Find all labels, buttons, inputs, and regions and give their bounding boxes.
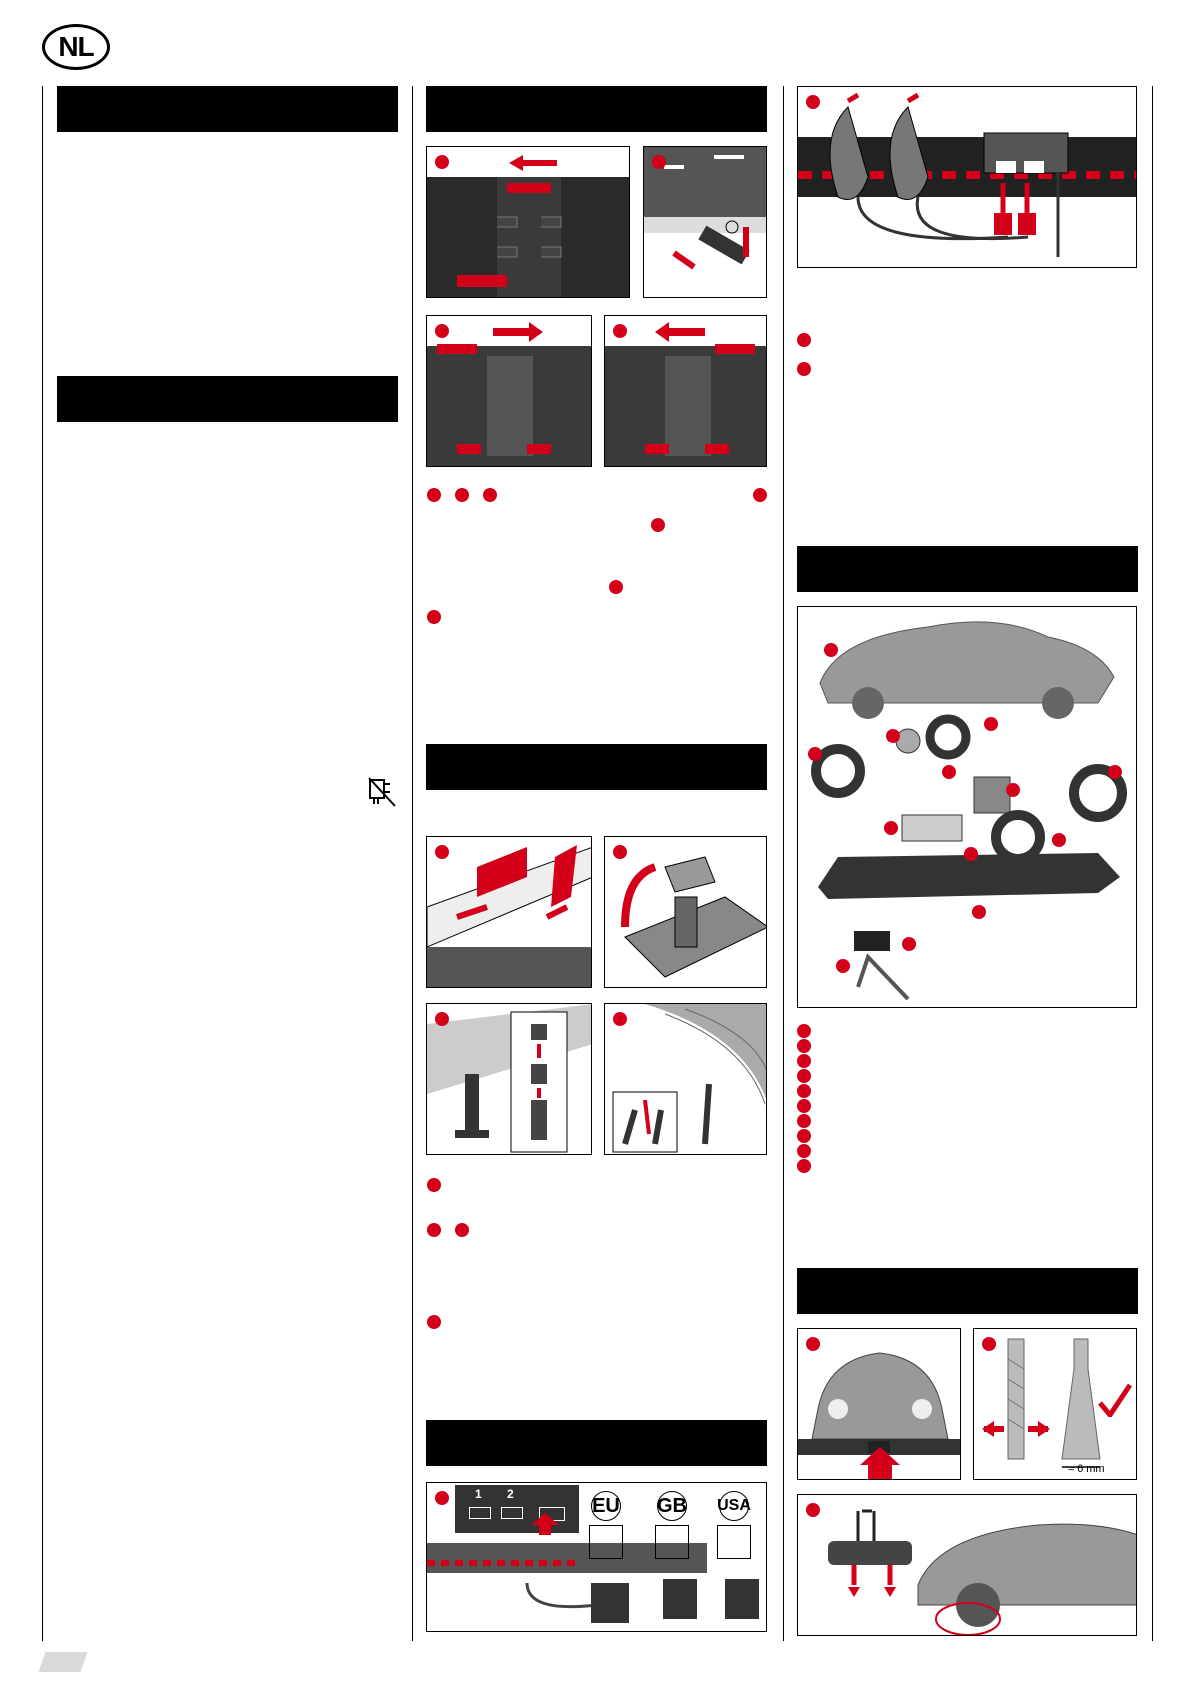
illustration-controller-connection	[797, 86, 1137, 268]
illustration-guide-keel-front	[797, 1328, 961, 1480]
part-marker	[942, 765, 956, 779]
step-marker	[483, 488, 497, 502]
step-marker	[609, 580, 623, 594]
step-marker	[427, 1315, 441, 1329]
gb-socket-icon	[655, 1525, 689, 1559]
part-marker	[886, 729, 900, 743]
section-heading-bar	[426, 86, 767, 132]
port-label: 1	[475, 1487, 482, 1501]
illustration-exploded-car	[797, 606, 1137, 1008]
part-list-marker	[797, 1099, 811, 1113]
illustration-braid-brushes	[973, 1328, 1137, 1480]
illustration-guardrail-screw	[643, 146, 767, 298]
section-heading-bar	[426, 1420, 767, 1466]
step-marker	[455, 488, 469, 502]
part-marker	[984, 717, 998, 731]
step-marker	[651, 518, 665, 532]
step-marker	[797, 333, 811, 347]
region-gb-label: GB	[657, 1491, 687, 1521]
section-heading-bar	[426, 744, 767, 790]
illustration-slide-clip-left	[604, 315, 767, 467]
part-list-marker	[797, 1039, 811, 1053]
language-badge: NL	[42, 24, 110, 70]
part-marker	[1108, 765, 1122, 779]
illustration-track-connector	[426, 146, 630, 298]
illustration-guardrail-mounting	[426, 836, 592, 988]
part-marker	[884, 821, 898, 835]
part-list-marker	[797, 1069, 811, 1083]
illustration-pillar-mount	[604, 836, 767, 988]
part-list-marker	[797, 1129, 811, 1143]
usa-socket-icon	[717, 1525, 751, 1559]
part-marker	[972, 905, 986, 919]
illustration-curve-pillars	[604, 1003, 767, 1155]
checkmark-icon	[1098, 1383, 1132, 1417]
section-heading-bar	[797, 1268, 1138, 1314]
section-heading-bar	[57, 86, 398, 132]
part-marker	[1006, 783, 1020, 797]
no-mains-symbol-icon	[367, 776, 397, 808]
part-marker	[902, 937, 916, 951]
column-rule-2	[783, 86, 784, 1641]
part-list-marker	[797, 1024, 811, 1038]
illustration-slide-clip-right	[426, 315, 592, 467]
column-rule-right	[1152, 86, 1153, 1641]
step-marker	[427, 610, 441, 624]
part-marker	[836, 959, 850, 973]
illustration-power-connection	[426, 1482, 767, 1632]
part-list-marker	[797, 1084, 811, 1098]
part-list-marker	[797, 1159, 811, 1173]
section-heading-bar	[797, 546, 1138, 592]
step-marker	[427, 1178, 441, 1192]
part-list-marker	[797, 1054, 811, 1068]
step-marker	[455, 1223, 469, 1237]
region-eu-label: EU	[591, 1491, 621, 1521]
eu-socket-icon	[589, 1525, 623, 1559]
step-marker	[427, 1223, 441, 1237]
region-usa-label: USA	[719, 1491, 749, 1521]
step-marker	[797, 362, 811, 376]
part-marker	[808, 747, 822, 761]
part-marker	[964, 847, 978, 861]
illustration-guide-keel-side	[797, 1494, 1137, 1636]
part-marker	[824, 643, 838, 657]
part-marker	[1052, 833, 1066, 847]
page-number-tab	[38, 1652, 87, 1672]
part-list-marker	[797, 1144, 811, 1158]
section-heading-bar	[57, 376, 398, 422]
step-marker	[427, 488, 441, 502]
step-marker	[753, 488, 767, 502]
braid-length-label: ≈ 6 mm	[1068, 1463, 1105, 1475]
port-label: 2	[507, 1487, 514, 1501]
part-list-marker	[797, 1114, 811, 1128]
column-rule-left	[42, 86, 43, 1641]
illustration-high-pillars	[426, 1003, 592, 1155]
column-rule-1	[412, 86, 413, 1641]
